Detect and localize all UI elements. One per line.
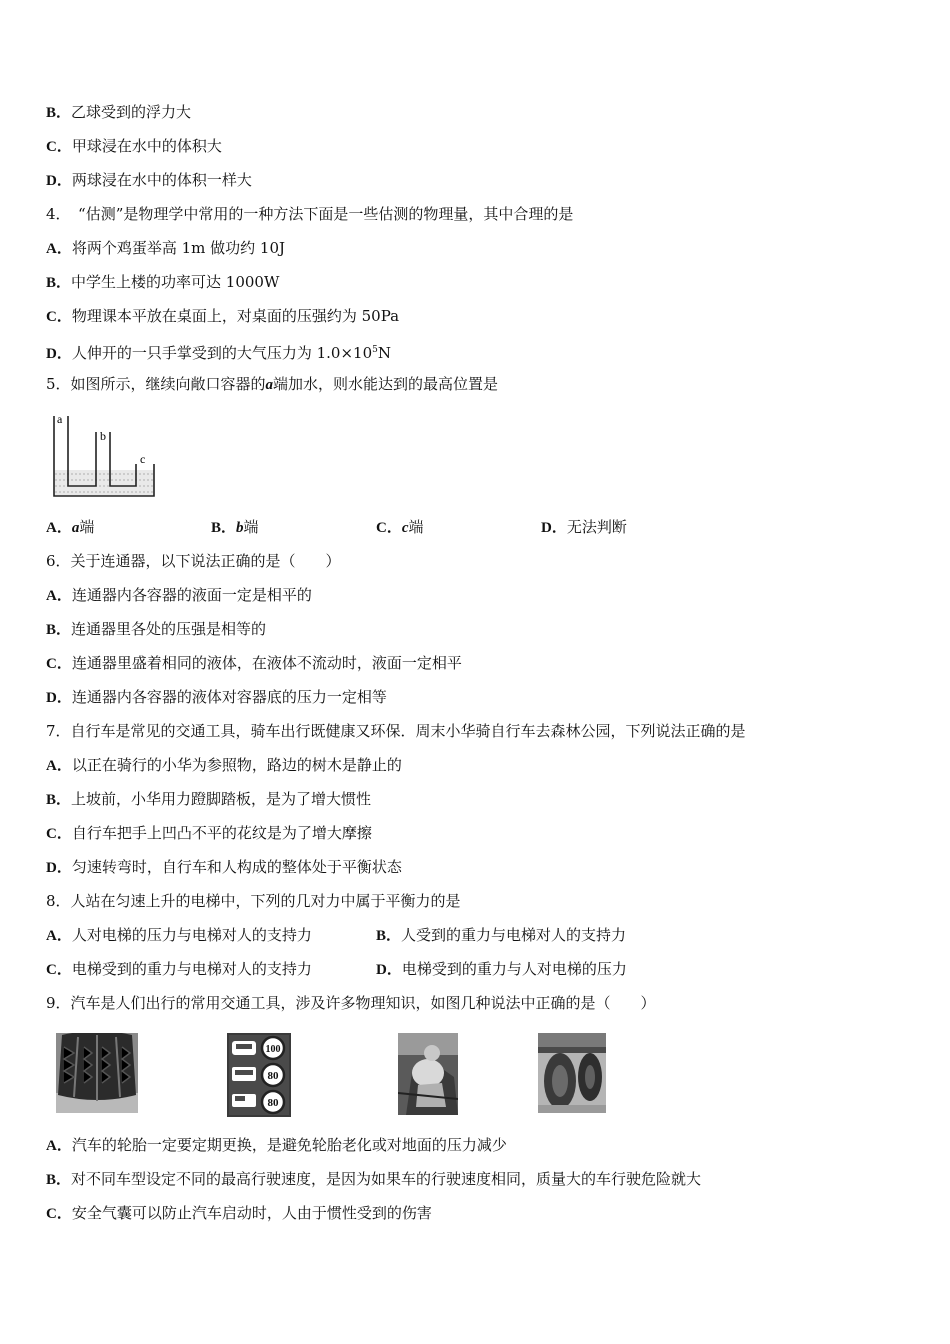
option-var: c	[401, 520, 409, 536]
q7-option-a	[46, 755, 402, 776]
option-text: 物理课本平放在桌面上，对桌面的压强约为 50Pa	[71, 307, 400, 325]
option-text: 以正在骑行的小华为参照物，路边的树木是静止的	[71, 756, 402, 774]
stem-post: 端加水，则水能达到的最高位置是	[273, 375, 499, 393]
option-text: 连通器内各容器的液体对容器底的压力一定相等	[71, 688, 387, 706]
q4-option-d	[46, 340, 391, 364]
q5-option-d	[541, 517, 627, 538]
truck-wheels-photo	[538, 1033, 606, 1113]
option-label: B．	[46, 792, 72, 808]
option-text: 端	[243, 518, 259, 536]
option-label: B．	[211, 520, 237, 536]
option-text: 甲球浸在水中的体积大	[71, 137, 222, 155]
limit-80-truck: 80	[267, 1097, 279, 1109]
q3-option-b	[46, 102, 191, 123]
option-text: 电梯受到的重力与人对电梯的压力	[401, 960, 627, 978]
option-label: A．	[46, 520, 72, 536]
q3-option-d	[46, 170, 252, 191]
q4-option-c	[46, 306, 399, 327]
option-label: A．	[46, 928, 72, 944]
label-a: a	[57, 412, 63, 426]
option-label: C．	[46, 826, 72, 842]
option-text: 自行车把手上凹凸不平的花纹是为了增大摩擦	[71, 824, 372, 842]
option-text: 人受到的重力与电梯对人的支持力	[401, 926, 627, 944]
option-text-post: N	[377, 344, 391, 362]
q6-option-d	[46, 687, 387, 708]
q8-option-d	[376, 959, 627, 980]
option-text: 两球浸在水中的体积一样大	[71, 171, 252, 189]
option-text: 端	[79, 518, 95, 536]
option-label: C．	[46, 139, 72, 155]
label-b: b	[100, 429, 106, 443]
option-text: 安全气囊可以防止汽车启动时，人由于惯性受到的伤害	[71, 1204, 432, 1222]
q8-stem: 8．人站在匀速上升的电梯中，下列的几对力中属于平衡力的是	[46, 892, 461, 910]
option-text: 中学生上楼的功率可达 1000W	[71, 273, 280, 291]
option-label: A．	[46, 1138, 72, 1154]
q9-option-b	[46, 1169, 701, 1190]
option-label: B．	[46, 275, 72, 291]
q5-option-c	[376, 517, 424, 538]
q5-option-b	[211, 517, 259, 538]
option-text: 电梯受到的重力与电梯对人的支持力	[71, 960, 312, 978]
tire-tread-photo	[56, 1033, 138, 1113]
option-label: B．	[376, 928, 402, 944]
option-var: b	[236, 520, 244, 536]
limit-100: 100	[265, 1044, 281, 1055]
label-c: c	[140, 452, 146, 466]
option-label: D．	[46, 173, 72, 189]
option-label: A．	[46, 588, 72, 604]
option-text: 汽车的轮胎一定要定期更换，是避免轮胎老化或对地面的压力减少	[71, 1136, 507, 1154]
option-label: B．	[46, 105, 72, 121]
q5-option-a	[46, 517, 94, 538]
option-label: A．	[46, 758, 72, 774]
q7-option-c	[46, 823, 372, 844]
q7-stem: 7．自行车是常见的交通工具，骑车出行既健康又环保．周末小华骑自行车去森林公园，下列说法正确的是	[46, 722, 746, 740]
option-label: D．	[376, 962, 402, 978]
option-text: 连通器里各处的压强是相等的	[71, 620, 267, 638]
q4-option-a	[46, 238, 285, 259]
q4-stem: 4． “估测”是物理学中常用的一种方法下面是一些估测的物理量，其中合理的是	[46, 205, 574, 223]
q8-option-a	[46, 925, 312, 946]
option-label: D．	[46, 860, 72, 876]
option-label: D．	[46, 346, 72, 362]
q6-option-b	[46, 619, 266, 640]
speed-limit-sign	[227, 1033, 291, 1117]
q8-option-c	[46, 959, 312, 980]
option-text: 端	[408, 518, 424, 536]
option-label: B．	[46, 622, 72, 638]
option-label: C．	[46, 962, 72, 978]
option-label: C．	[46, 656, 72, 672]
option-text: 连通器里盛着相同的液体，在液体不流动时，液面一定相平	[71, 654, 462, 672]
connected-vessel-figure	[50, 410, 158, 502]
q7-option-b	[46, 789, 371, 810]
q9-stem: 9．汽车是人们出行的常用交通工具，涉及许多物理知识，如图几种说法中正确的是（ ）	[46, 994, 656, 1012]
option-text: 将两个鸡蛋举高 1m 做功约 10J	[71, 239, 286, 257]
q9-option-a	[46, 1135, 507, 1156]
option-text: 人对电梯的压力与电梯对人的支持力	[71, 926, 312, 944]
option-text: 上坡前，小华用力蹬脚踏板，是为了增大惯性	[71, 790, 372, 808]
q9-option-c	[46, 1203, 432, 1224]
limit-80-bus: 80	[267, 1070, 279, 1082]
option-text: 对不同车型设定不同的最高行驶速度，是因为如果车的行驶速度相同，质量大的车行驶危险就大	[71, 1170, 702, 1188]
option-label: C．	[46, 1206, 72, 1222]
option-label: A．	[46, 241, 72, 257]
q3-option-c	[46, 136, 222, 157]
option-text: 无法判断	[566, 518, 627, 536]
option-text-pre: 人伸开的一只手掌受到的大气压力为 1.0×10	[71, 344, 373, 362]
option-label: D．	[541, 520, 567, 536]
stem-pre: 5．如图所示，继续向敞口容器的	[46, 375, 266, 393]
q6-stem: 6．关于连通器，以下说法正确的是（ ）	[46, 552, 341, 570]
q7-option-d	[46, 857, 402, 878]
q4-option-b	[46, 272, 279, 293]
q5-stem	[46, 374, 498, 395]
exponent: 5	[372, 345, 378, 355]
option-text: 乙球受到的浮力大	[71, 103, 192, 121]
q8-option-b	[376, 925, 626, 946]
option-text: 匀速转弯时，自行车和人构成的整体处于平衡状态	[71, 858, 402, 876]
option-var: a	[71, 520, 80, 536]
option-label: D．	[46, 690, 72, 706]
option-label: C．	[376, 520, 402, 536]
option-label: B．	[46, 1172, 72, 1188]
stem-var: a	[265, 377, 274, 393]
airbag-photo	[398, 1033, 458, 1115]
q6-option-a	[46, 585, 312, 606]
option-text: 连通器内各容器的液面一定是相平的	[71, 586, 312, 604]
option-label: C．	[46, 309, 72, 325]
q6-option-c	[46, 653, 462, 674]
